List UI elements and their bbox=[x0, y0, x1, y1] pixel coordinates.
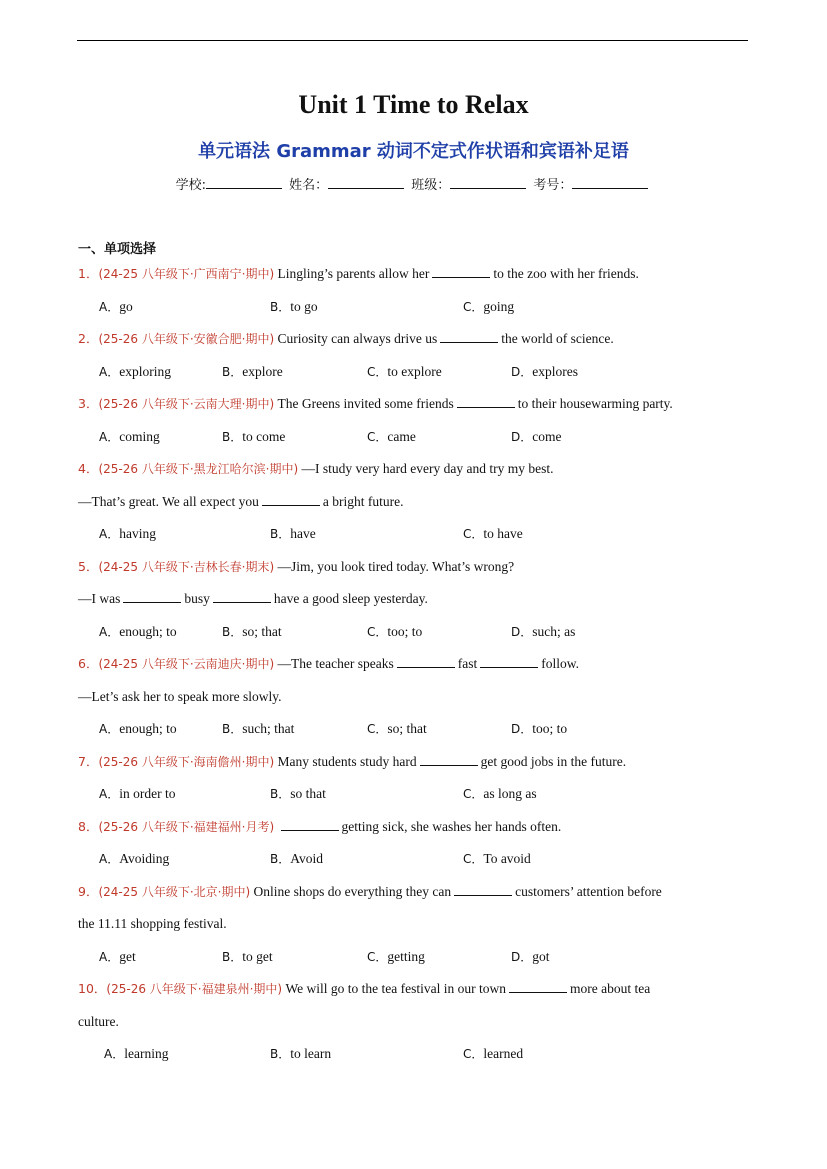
option-c[interactable]: C．to explore bbox=[367, 364, 442, 379]
question-1 bbox=[78, 265, 639, 283]
option-b[interactable]: B．so that bbox=[270, 786, 326, 801]
question-number: 6． bbox=[78, 656, 99, 671]
question-text: —Jim, you look tired today. What’s wrong? bbox=[277, 559, 515, 574]
question-text: more about tea bbox=[569, 981, 651, 996]
option-a[interactable]: A．enough; to bbox=[99, 624, 177, 639]
question-text: busy bbox=[184, 591, 210, 606]
question-text: —I was bbox=[78, 591, 121, 606]
question-text: follow. bbox=[541, 656, 579, 671]
page-title: Unit 1 Time to Relax bbox=[298, 90, 529, 119]
question-3 bbox=[78, 395, 673, 413]
option-a[interactable]: A．get bbox=[99, 949, 136, 964]
option-c[interactable]: C．too; to bbox=[367, 624, 423, 639]
question-text: —The teacher speaks bbox=[277, 656, 394, 671]
option-b[interactable]: B．such; that bbox=[222, 721, 295, 736]
question-source: (25-26 八年级下·安徽合肥·期中) bbox=[98, 332, 275, 346]
option-b[interactable]: B．to go bbox=[270, 299, 318, 314]
option-c[interactable]: C．learned bbox=[463, 1046, 524, 1061]
question-text: customers’ attention before bbox=[515, 884, 662, 899]
option-a[interactable]: A．in order to bbox=[99, 786, 176, 801]
question-text: We will go to the tea festival in our town bbox=[285, 981, 506, 996]
option-c[interactable]: C．getting bbox=[367, 949, 425, 964]
question-number: 3． bbox=[78, 396, 99, 411]
question-text: Curiosity can always drive us bbox=[277, 331, 438, 346]
option-c[interactable]: C．as long as bbox=[463, 786, 537, 801]
question-text: Many students study hard bbox=[277, 754, 417, 769]
question-source: (25-26 八年级下·黑龙江哈尔滨·期中) bbox=[98, 462, 299, 476]
question-text: the 11.11 shopping festival. bbox=[78, 916, 227, 931]
question-2 bbox=[78, 330, 614, 348]
question-text: the world of science. bbox=[501, 331, 614, 346]
answer-blank[interactable] bbox=[262, 493, 320, 506]
question-source: (25-26 八年级下·福建福州·月考) bbox=[98, 820, 275, 834]
option-b[interactable]: B．explore bbox=[222, 364, 283, 379]
answer-blank[interactable] bbox=[509, 980, 567, 993]
question-4 bbox=[78, 460, 553, 478]
option-c[interactable]: C．going bbox=[463, 299, 515, 314]
question-text: The Greens invited some friends bbox=[277, 396, 454, 411]
answer-blank[interactable] bbox=[457, 395, 515, 408]
question-text: —That’s great. We all expect you bbox=[78, 494, 259, 509]
question-text: have a good sleep yesterday. bbox=[273, 591, 428, 606]
question-number: 7． bbox=[78, 754, 99, 769]
answer-blank[interactable] bbox=[213, 590, 271, 603]
name-blank[interactable] bbox=[328, 176, 404, 189]
option-d[interactable]: D．explores bbox=[511, 364, 578, 379]
question-source: (25-26 八年级下·福建泉州·期中) bbox=[106, 982, 283, 996]
answer-blank[interactable] bbox=[420, 753, 478, 766]
school-label: 学校: bbox=[175, 178, 206, 193]
question-4-line-2 bbox=[78, 493, 403, 511]
option-b[interactable]: B．Avoid bbox=[270, 851, 323, 866]
question-10-line-2 bbox=[78, 1013, 119, 1031]
question-text: getting sick, she washes her hands often. bbox=[341, 819, 562, 834]
class-label: 班级： bbox=[411, 178, 451, 193]
question-number: 5． bbox=[78, 559, 99, 574]
question-source: (25-26 八年级下·海南儋州·期中) bbox=[98, 755, 275, 769]
option-c[interactable]: C．so; that bbox=[367, 721, 427, 736]
question-text: fast bbox=[457, 656, 478, 671]
answer-blank[interactable] bbox=[440, 330, 498, 343]
option-c[interactable]: C．to have bbox=[463, 526, 523, 541]
question-number: 8． bbox=[78, 819, 99, 834]
answer-blank[interactable] bbox=[480, 655, 538, 668]
question-6-line-2 bbox=[78, 688, 281, 706]
question-text: —I study very hard every day and try my best. bbox=[301, 461, 554, 476]
option-a[interactable]: A．exploring bbox=[99, 364, 171, 379]
question-5 bbox=[78, 558, 514, 576]
question-text: culture. bbox=[78, 1014, 119, 1029]
question-5-line-2 bbox=[78, 590, 428, 608]
class-blank[interactable] bbox=[450, 176, 526, 189]
question-number: 9． bbox=[78, 884, 99, 899]
question-number: 1． bbox=[78, 266, 99, 281]
question-9 bbox=[78, 883, 662, 901]
exam-number-label: 考号： bbox=[533, 178, 573, 193]
name-label: 姓名： bbox=[289, 178, 329, 193]
answer-blank[interactable] bbox=[432, 265, 490, 278]
exam-number-blank[interactable] bbox=[572, 176, 648, 189]
option-a[interactable]: A．having bbox=[99, 526, 156, 541]
question-number: 4． bbox=[78, 461, 99, 476]
option-a[interactable]: A．coming bbox=[99, 429, 160, 444]
question-text: Lingling’s parents allow her bbox=[277, 266, 430, 281]
student-info-line bbox=[0, 174, 827, 193]
question-text: —Let’s ask her to speak more slowly. bbox=[78, 689, 282, 704]
option-c[interactable]: C．To avoid bbox=[463, 851, 531, 866]
question-10 bbox=[78, 980, 650, 998]
option-a[interactable]: A．go bbox=[99, 299, 133, 314]
option-b[interactable]: B．so; that bbox=[222, 624, 282, 639]
question-text: to the zoo with her friends. bbox=[493, 266, 639, 281]
question-text: Online shops do everything they can bbox=[253, 884, 452, 899]
question-text: to their housewarming party. bbox=[517, 396, 673, 411]
question-number: 10． bbox=[78, 981, 107, 996]
question-8 bbox=[78, 818, 561, 836]
question-text: get good jobs in the future. bbox=[480, 754, 627, 769]
option-a[interactable]: A．learning bbox=[104, 1046, 169, 1061]
option-c[interactable]: C．came bbox=[367, 429, 416, 444]
question-source: (25-26 八年级下·云南大理·期中) bbox=[98, 397, 275, 411]
option-d[interactable]: D．got bbox=[511, 949, 550, 964]
option-a[interactable]: A．enough; to bbox=[99, 721, 177, 736]
header-rule bbox=[77, 40, 748, 41]
question-number: 2． bbox=[78, 331, 99, 346]
question-7 bbox=[78, 753, 626, 771]
answer-blank[interactable] bbox=[281, 818, 339, 831]
question-source: (24-25 八年级下·北京·期中) bbox=[98, 885, 251, 899]
answer-blank[interactable] bbox=[454, 883, 512, 896]
option-b[interactable]: B．to get bbox=[222, 949, 273, 964]
answer-blank[interactable] bbox=[397, 655, 455, 668]
section-title: 一、单项选择 bbox=[78, 242, 157, 257]
option-a[interactable]: A．Avoiding bbox=[99, 851, 170, 866]
option-b[interactable]: B．to come bbox=[222, 429, 286, 444]
option-d[interactable]: D．such; as bbox=[511, 624, 576, 639]
question-source: (24-25 八年级下·广西南宁·期中) bbox=[98, 267, 275, 281]
question-text: a bright future. bbox=[322, 494, 404, 509]
option-b[interactable]: B．have bbox=[270, 526, 316, 541]
question-9-line-2 bbox=[78, 915, 227, 933]
question-source: (24-25 八年级下·云南迪庆·期中) bbox=[98, 657, 275, 671]
answer-blank[interactable] bbox=[123, 590, 181, 603]
question-6 bbox=[78, 655, 579, 673]
question-source: (24-25 八年级下·吉林长春·期末) bbox=[98, 560, 275, 574]
option-d[interactable]: D．too; to bbox=[511, 721, 568, 736]
option-d[interactable]: D．come bbox=[511, 429, 562, 444]
page-subtitle: 单元语法 Grammar 动词不定式作状语和宾语补足语 bbox=[198, 141, 629, 162]
school-blank[interactable] bbox=[206, 176, 282, 189]
option-b[interactable]: B．to learn bbox=[270, 1046, 332, 1061]
